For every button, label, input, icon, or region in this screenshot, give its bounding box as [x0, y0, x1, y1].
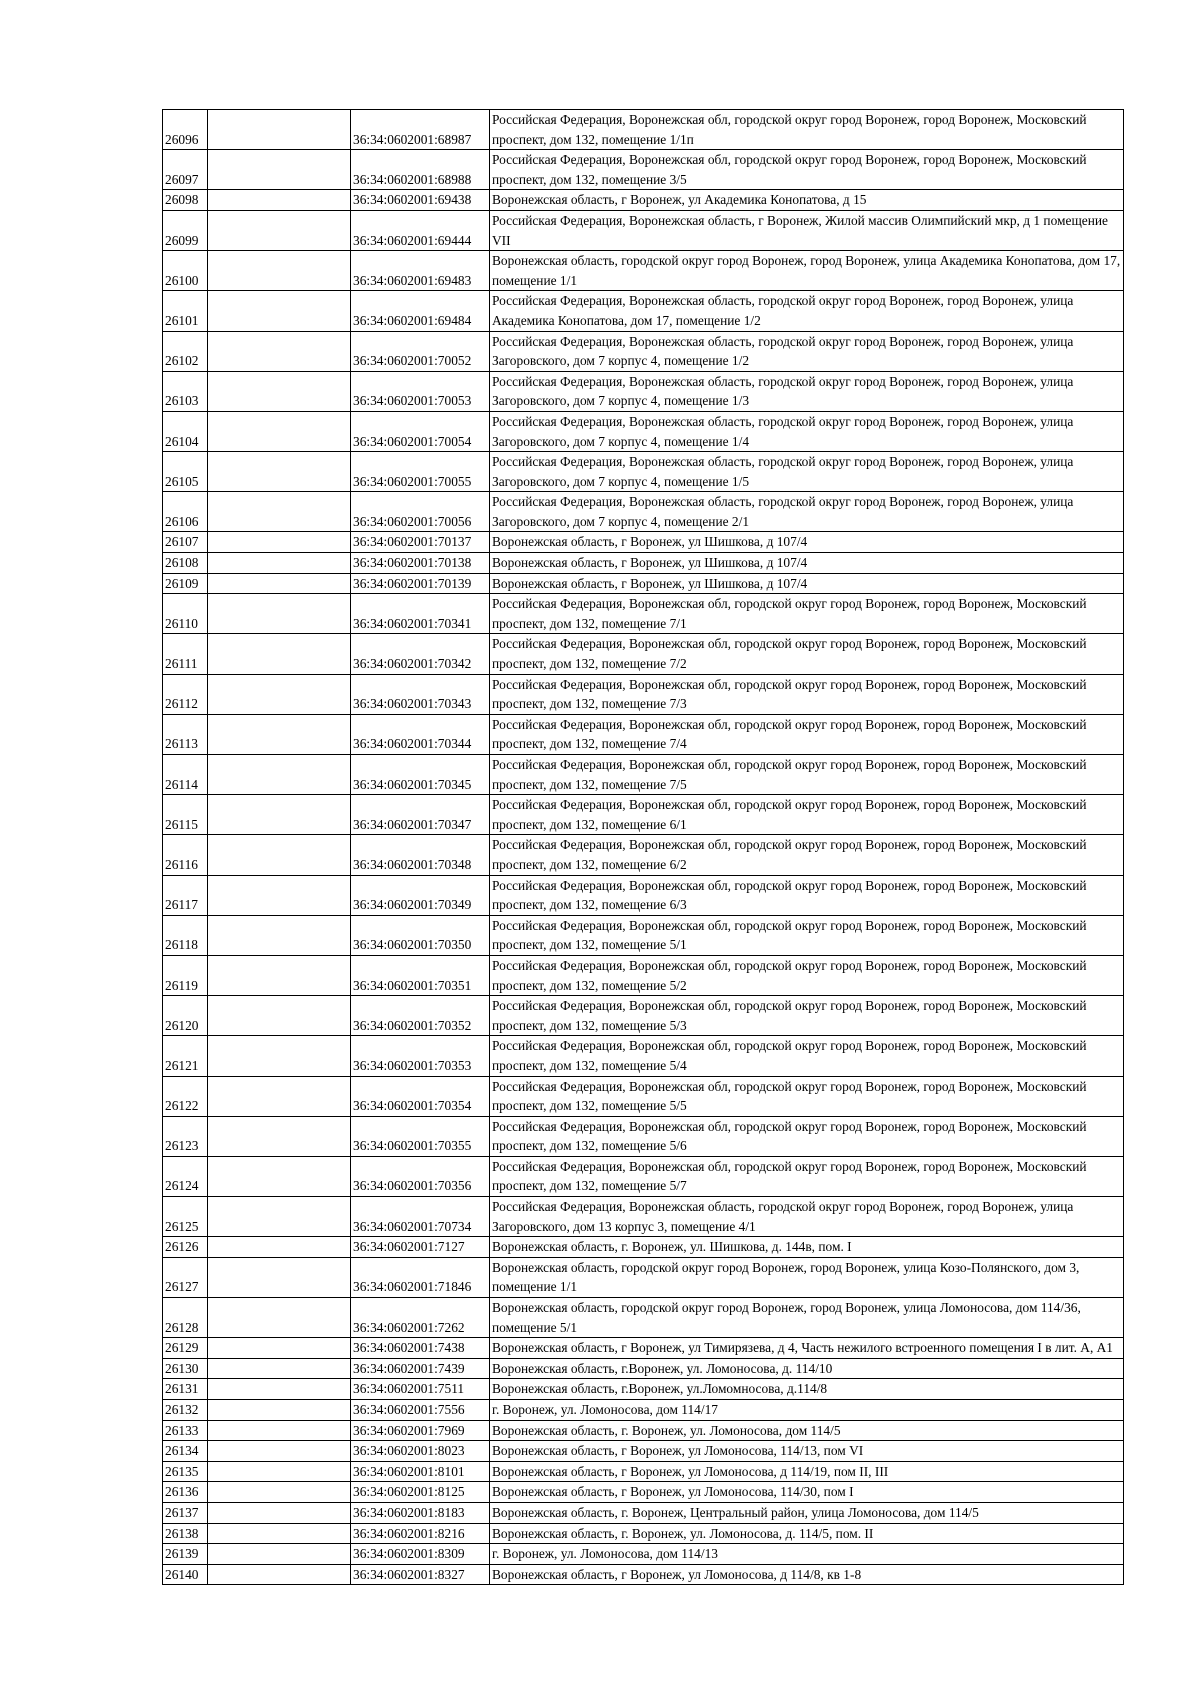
- empty-cell: [208, 674, 351, 714]
- table-row: [163, 1420, 1124, 1441]
- empty-cell: [208, 1338, 351, 1359]
- row-number-cell: 26109: [163, 573, 208, 594]
- table-row: [163, 714, 1124, 754]
- row-number-cell: 26130: [163, 1358, 208, 1379]
- table-row: [163, 996, 1124, 1036]
- table-row: [163, 1298, 1124, 1338]
- address-cell: Воронежская область, г. Воронеж, ул. Ломоносова, дом 114/5: [490, 1420, 1124, 1441]
- empty-cell: [208, 835, 351, 875]
- empty-cell: [208, 492, 351, 532]
- cadastral-number-cell: 36:34:0602001:68987: [351, 110, 490, 150]
- empty-cell: [208, 1461, 351, 1482]
- address-cell: Воронежская область, г. Воронеж, Центральный район, улица Ломоносова, дом 114/5: [490, 1502, 1124, 1523]
- row-number-cell: 26097: [163, 150, 208, 190]
- table-row: [163, 1482, 1124, 1503]
- cadastral-number-cell: 36:34:0602001:70052: [351, 331, 490, 371]
- address-cell: Российская Федерация, Воронежская область, городской округ город Воронеж, город Воронеж, улица Загоровского, дом 7 корпус 4, помещение 1/2: [490, 331, 1124, 371]
- row-number-cell: 26103: [163, 371, 208, 411]
- address-cell: Воронежская область, г Воронеж, ул Тимирязева, д 4, Часть нежилого встроенного помещения I в лит. А, А1: [490, 1338, 1124, 1359]
- row-number-cell: 26120: [163, 996, 208, 1036]
- table-row: [163, 875, 1124, 915]
- table-row: [163, 1257, 1124, 1297]
- row-number-cell: 26134: [163, 1441, 208, 1462]
- cadastral-number-cell: 36:34:0602001:8101: [351, 1461, 490, 1482]
- table-row: [163, 190, 1124, 211]
- row-number-cell: 26136: [163, 1482, 208, 1503]
- cadastral-number-cell: 36:34:0602001:7439: [351, 1358, 490, 1379]
- empty-cell: [208, 1036, 351, 1076]
- cadastral-number-cell: 36:34:0602001:7127: [351, 1237, 490, 1258]
- address-cell: Воронежская область, г. Воронеж, ул. Шишкова, д. 144в, пом. I: [490, 1237, 1124, 1258]
- row-number-cell: 26122: [163, 1076, 208, 1116]
- empty-cell: [208, 1523, 351, 1544]
- empty-cell: [208, 1257, 351, 1297]
- cadastral-number-cell: 36:34:0602001:8327: [351, 1564, 490, 1585]
- table-row: [163, 674, 1124, 714]
- empty-cell: [208, 411, 351, 451]
- row-number-cell: 26139: [163, 1544, 208, 1565]
- address-cell: Российская Федерация, Воронежская обл, городской округ город Воронеж, город Воронеж, Московский проспект, дом 132, помещение 5/6: [490, 1116, 1124, 1156]
- address-cell: Российская Федерация, Воронежская обл, городской округ город Воронеж, город Воронеж, Московский проспект, дом 132, помещение 5/5: [490, 1076, 1124, 1116]
- cadastral-number-cell: 36:34:0602001:7438: [351, 1338, 490, 1359]
- address-cell: Воронежская область, г Воронеж, ул Академика Конопатова, д 15: [490, 190, 1124, 211]
- row-number-cell: 26102: [163, 331, 208, 371]
- address-cell: Российская Федерация, Воронежская область, городской округ город Воронеж, город Воронеж, улица Загоровского, дом 7 корпус 4, помещение 1/4: [490, 411, 1124, 451]
- address-cell: Российская Федерация, Воронежская обл, городской округ город Воронеж, город Воронеж, Московский проспект, дом 132, помещение 6/2: [490, 835, 1124, 875]
- address-cell: Воронежская область, г Воронеж, ул Ломоносова, 114/13, пом VI: [490, 1441, 1124, 1462]
- empty-cell: [208, 1379, 351, 1400]
- table-row: [163, 371, 1124, 411]
- row-number-cell: 26104: [163, 411, 208, 451]
- row-number-cell: 26114: [163, 755, 208, 795]
- empty-cell: [208, 875, 351, 915]
- cadastral-number-cell: 36:34:0602001:8125: [351, 1482, 490, 1503]
- address-cell: Российская Федерация, Воронежская обл, городской округ город Воронеж, город Воронеж, Московский проспект, дом 132, помещение 6/3: [490, 875, 1124, 915]
- row-number-cell: 26112: [163, 674, 208, 714]
- table-row: [163, 331, 1124, 371]
- empty-cell: [208, 955, 351, 995]
- empty-cell: [208, 1237, 351, 1258]
- address-cell: Воронежская область, г Воронеж, ул Ломоносова, д 114/19, пом II, III: [490, 1461, 1124, 1482]
- table-row: [163, 1400, 1124, 1421]
- empty-cell: [208, 110, 351, 150]
- address-cell: Российская Федерация, Воронежская обл, городской округ город Воронеж, город Воронеж, Московский проспект, дом 132, помещение 5/1: [490, 915, 1124, 955]
- table-row: [163, 1237, 1124, 1258]
- address-cell: Российская Федерация, Воронежская область, городской округ город Воронеж, город Воронеж, улица Загоровского, дом 7 корпус 4, помещение 1/3: [490, 371, 1124, 411]
- address-cell: Воронежская область, городской округ город Воронеж, город Воронеж, улица Академика Конопатова, дом 17, помещение 1/1: [490, 251, 1124, 291]
- cadastral-number-cell: 36:34:0602001:70349: [351, 875, 490, 915]
- address-cell: Российская Федерация, Воронежская область, городской округ город Воронеж, город Воронеж, улица Загоровского, дом 7 корпус 4, помещение 2/1: [490, 492, 1124, 532]
- cadastral-number-cell: 36:34:0602001:70353: [351, 1036, 490, 1076]
- row-number-cell: 26111: [163, 634, 208, 674]
- row-number-cell: 26107: [163, 532, 208, 553]
- address-cell: Российская Федерация, Воронежская обл, городской округ город Воронеж, город Воронеж, Московский проспект, дом 132, помещение 6/1: [490, 795, 1124, 835]
- address-cell: Российская Федерация, Воронежская область, городской округ город Воронеж, город Воронеж, улица Загоровского, дом 7 корпус 4, помещение 1/5: [490, 452, 1124, 492]
- address-cell: Воронежская область, г. Воронеж, ул. Ломоносова, д. 114/5, пом. II: [490, 1523, 1124, 1544]
- cadastral-number-cell: 36:34:0602001:70734: [351, 1197, 490, 1237]
- table-row: [163, 1156, 1124, 1196]
- empty-cell: [208, 1197, 351, 1237]
- address-cell: Российская Федерация, Воронежская область, г Воронеж, Жилой массив Олимпийский мкр, д 1 помещение VII: [490, 210, 1124, 250]
- empty-cell: [208, 1544, 351, 1565]
- empty-cell: [208, 190, 351, 211]
- cadastral-number-cell: 36:34:0602001:70348: [351, 835, 490, 875]
- empty-cell: [208, 452, 351, 492]
- empty-cell: [208, 1482, 351, 1503]
- empty-cell: [208, 1116, 351, 1156]
- empty-cell: [208, 1441, 351, 1462]
- cadastral-number-cell: 36:34:0602001:70347: [351, 795, 490, 835]
- table-row: [163, 532, 1124, 553]
- address-cell: Российская Федерация, Воронежская обл, городской округ город Воронеж, город Воронеж, Московский проспект, дом 132, помещение 5/3: [490, 996, 1124, 1036]
- row-number-cell: 26096: [163, 110, 208, 150]
- table-row: [163, 755, 1124, 795]
- address-cell: Российская Федерация, Воронежская обл, городской округ город Воронеж, город Воронеж, Московский проспект, дом 132, помещение 5/7: [490, 1156, 1124, 1196]
- address-cell: Воронежская область, г.Воронеж, ул. Ломоносова, д. 114/10: [490, 1358, 1124, 1379]
- cadastral-number-cell: 36:34:0602001:70354: [351, 1076, 490, 1116]
- address-cell: Российская Федерация, Воронежская обл, городской округ город Воронеж, город Воронеж, Московский проспект, дом 132, помещение 3/5: [490, 150, 1124, 190]
- empty-cell: [208, 1420, 351, 1441]
- row-number-cell: 26138: [163, 1523, 208, 1544]
- cadastral-number-cell: 36:34:0602001:70054: [351, 411, 490, 451]
- row-number-cell: 26118: [163, 915, 208, 955]
- cadastral-number-cell: 36:34:0602001:70138: [351, 553, 490, 574]
- row-number-cell: 26113: [163, 714, 208, 754]
- cadastral-number-cell: 36:34:0602001:70055: [351, 452, 490, 492]
- empty-cell: [208, 714, 351, 754]
- address-cell: Российская Федерация, Воронежская обл, городской округ город Воронеж, город Воронеж, Московский проспект, дом 132, помещение 7/5: [490, 755, 1124, 795]
- empty-cell: [208, 795, 351, 835]
- address-cell: г. Воронеж, ул. Ломоносова, дом 114/17: [490, 1400, 1124, 1421]
- address-cell: Российская Федерация, Воронежская обл, городской округ город Воронеж, город Воронеж, Московский проспект, дом 132, помещение 7/2: [490, 634, 1124, 674]
- address-cell: Российская Федерация, Воронежская область, городской округ город Воронеж, город Воронеж, улица Загоровского, дом 13 корпус 3, помещение 4/1: [490, 1197, 1124, 1237]
- address-cell: Воронежская область, г.Воронеж, ул.Ломомносова, д.114/8: [490, 1379, 1124, 1400]
- cadastral-number-cell: 36:34:0602001:70053: [351, 371, 490, 411]
- table-row: [163, 1564, 1124, 1585]
- table-row: [163, 1379, 1124, 1400]
- table-row: [163, 291, 1124, 331]
- row-number-cell: 26121: [163, 1036, 208, 1076]
- cadastral-number-cell: 36:34:0602001:70356: [351, 1156, 490, 1196]
- empty-cell: [208, 532, 351, 553]
- empty-cell: [208, 755, 351, 795]
- empty-cell: [208, 1400, 351, 1421]
- row-number-cell: 26126: [163, 1237, 208, 1258]
- table-row: [163, 634, 1124, 674]
- property-table-body: [163, 110, 1124, 1585]
- table-row: [163, 795, 1124, 835]
- empty-cell: [208, 594, 351, 634]
- cadastral-number-cell: 36:34:0602001:7556: [351, 1400, 490, 1421]
- cadastral-number-cell: 36:34:0602001:71846: [351, 1257, 490, 1297]
- cadastral-number-cell: 36:34:0602001:70352: [351, 996, 490, 1036]
- empty-cell: [208, 573, 351, 594]
- row-number-cell: 26127: [163, 1257, 208, 1297]
- row-number-cell: 26117: [163, 875, 208, 915]
- address-cell: Воронежская область, г Воронеж, ул Ломоносова, д 114/8, кв 1-8: [490, 1564, 1124, 1585]
- empty-cell: [208, 634, 351, 674]
- table-row: [163, 955, 1124, 995]
- table-row: [163, 251, 1124, 291]
- table-row: [163, 411, 1124, 451]
- row-number-cell: 26137: [163, 1502, 208, 1523]
- cadastral-number-cell: 36:34:0602001:70342: [351, 634, 490, 674]
- row-number-cell: 26123: [163, 1116, 208, 1156]
- table-row: [163, 452, 1124, 492]
- row-number-cell: 26125: [163, 1197, 208, 1237]
- table-row: [163, 594, 1124, 634]
- table-row: [163, 573, 1124, 594]
- empty-cell: [208, 1564, 351, 1585]
- cadastral-number-cell: 36:34:0602001:69484: [351, 291, 490, 331]
- table-row: [163, 915, 1124, 955]
- empty-cell: [208, 915, 351, 955]
- address-cell: Российская Федерация, Воронежская обл, городской округ город Воронеж, город Воронеж, Московский проспект, дом 132, помещение 5/4: [490, 1036, 1124, 1076]
- table-row: [163, 1544, 1124, 1565]
- address-cell: Воронежская область, городской округ город Воронеж, город Воронеж, улица Ломоносова, дом 114/36, помещение 5/1: [490, 1298, 1124, 1338]
- cadastral-number-cell: 36:34:0602001:70343: [351, 674, 490, 714]
- row-number-cell: 26124: [163, 1156, 208, 1196]
- table-row: [163, 1076, 1124, 1116]
- row-number-cell: 26129: [163, 1338, 208, 1359]
- row-number-cell: 26098: [163, 190, 208, 211]
- empty-cell: [208, 553, 351, 574]
- empty-cell: [208, 1156, 351, 1196]
- cadastral-number-cell: 36:34:0602001:8183: [351, 1502, 490, 1523]
- address-cell: Воронежская область, г Воронеж, ул Ломоносова, 114/30, пом I: [490, 1482, 1124, 1503]
- cadastral-number-cell: 36:34:0602001:7511: [351, 1379, 490, 1400]
- address-cell: Воронежская область, г Воронеж, ул Шишкова, д 107/4: [490, 532, 1124, 553]
- row-number-cell: 26132: [163, 1400, 208, 1421]
- cadastral-number-cell: 36:34:0602001:70056: [351, 492, 490, 532]
- address-cell: Воронежская область, г Воронеж, ул Шишкова, д 107/4: [490, 573, 1124, 594]
- empty-cell: [208, 150, 351, 190]
- row-number-cell: 26110: [163, 594, 208, 634]
- row-number-cell: 26128: [163, 1298, 208, 1338]
- empty-cell: [208, 210, 351, 250]
- empty-cell: [208, 1502, 351, 1523]
- empty-cell: [208, 371, 351, 411]
- row-number-cell: 26106: [163, 492, 208, 532]
- cadastral-number-cell: 36:34:0602001:8023: [351, 1441, 490, 1462]
- row-number-cell: 26119: [163, 955, 208, 995]
- table-row: [163, 1502, 1124, 1523]
- table-row: [163, 1523, 1124, 1544]
- table-row: [163, 1461, 1124, 1482]
- empty-cell: [208, 1298, 351, 1338]
- cadastral-number-cell: 36:34:0602001:69483: [351, 251, 490, 291]
- cadastral-number-cell: 36:34:0602001:70345: [351, 755, 490, 795]
- empty-cell: [208, 1358, 351, 1379]
- row-number-cell: 26108: [163, 553, 208, 574]
- table-row: [163, 553, 1124, 574]
- row-number-cell: 26135: [163, 1461, 208, 1482]
- row-number-cell: 26115: [163, 795, 208, 835]
- table-row: [163, 1036, 1124, 1076]
- address-cell: Российская Федерация, Воронежская обл, городской округ город Воронеж, город Воронеж, Московский проспект, дом 132, помещение 1/1п: [490, 110, 1124, 150]
- cadastral-number-cell: 36:34:0602001:68988: [351, 150, 490, 190]
- table-row: [163, 835, 1124, 875]
- row-number-cell: 26133: [163, 1420, 208, 1441]
- address-cell: Российская Федерация, Воронежская обл, городской округ город Воронеж, город Воронеж, Московский проспект, дом 132, помещение 7/3: [490, 674, 1124, 714]
- table-row: [163, 1116, 1124, 1156]
- address-cell: Российская Федерация, Воронежская область, городской округ город Воронеж, город Воронеж, улица Академика Конопатова, дом 17, помещение 1/2: [490, 291, 1124, 331]
- cadastral-number-cell: 36:34:0602001:70139: [351, 573, 490, 594]
- cadastral-number-cell: 36:34:0602001:70341: [351, 594, 490, 634]
- address-cell: Российская Федерация, Воронежская обл, городской округ город Воронеж, город Воронеж, Московский проспект, дом 132, помещение 7/4: [490, 714, 1124, 754]
- address-cell: Российская Федерация, Воронежская обл, городской округ город Воронеж, город Воронеж, Московский проспект, дом 132, помещение 7/1: [490, 594, 1124, 634]
- table-row: [163, 1338, 1124, 1359]
- table-row: [163, 110, 1124, 150]
- row-number-cell: 26116: [163, 835, 208, 875]
- table-row: [163, 150, 1124, 190]
- address-cell: Воронежская область, городской округ город Воронеж, город Воронеж, улица Козо-Полянского, дом 3, помещение 1/1: [490, 1257, 1124, 1297]
- table-row: [163, 1441, 1124, 1462]
- empty-cell: [208, 331, 351, 371]
- cadastral-number-cell: 36:34:0602001:7969: [351, 1420, 490, 1441]
- cadastral-number-cell: 36:34:0602001:8309: [351, 1544, 490, 1565]
- cadastral-number-cell: 36:34:0602001:7262: [351, 1298, 490, 1338]
- table-row: [163, 210, 1124, 250]
- property-table: [162, 109, 1124, 1585]
- cadastral-number-cell: 36:34:0602001:70351: [351, 955, 490, 995]
- cadastral-number-cell: 36:34:0602001:70137: [351, 532, 490, 553]
- row-number-cell: 26101: [163, 291, 208, 331]
- row-number-cell: 26131: [163, 1379, 208, 1400]
- cadastral-number-cell: 36:34:0602001:69444: [351, 210, 490, 250]
- address-cell: Российская Федерация, Воронежская обл, городской округ город Воронеж, город Воронеж, Московский проспект, дом 132, помещение 5/2: [490, 955, 1124, 995]
- empty-cell: [208, 251, 351, 291]
- address-cell: г. Воронеж, ул. Ломоносова, дом 114/13: [490, 1544, 1124, 1565]
- table-row: [163, 1197, 1124, 1237]
- empty-cell: [208, 291, 351, 331]
- table-row: [163, 1358, 1124, 1379]
- address-cell: Воронежская область, г Воронеж, ул Шишкова, д 107/4: [490, 553, 1124, 574]
- empty-cell: [208, 1076, 351, 1116]
- cadastral-number-cell: 36:34:0602001:8216: [351, 1523, 490, 1544]
- row-number-cell: 26105: [163, 452, 208, 492]
- row-number-cell: 26140: [163, 1564, 208, 1585]
- row-number-cell: 26099: [163, 210, 208, 250]
- cadastral-number-cell: 36:34:0602001:69438: [351, 190, 490, 211]
- cadastral-number-cell: 36:34:0602001:70355: [351, 1116, 490, 1156]
- row-number-cell: 26100: [163, 251, 208, 291]
- cadastral-number-cell: 36:34:0602001:70344: [351, 714, 490, 754]
- table-row: [163, 492, 1124, 532]
- empty-cell: [208, 996, 351, 1036]
- cadastral-number-cell: 36:34:0602001:70350: [351, 915, 490, 955]
